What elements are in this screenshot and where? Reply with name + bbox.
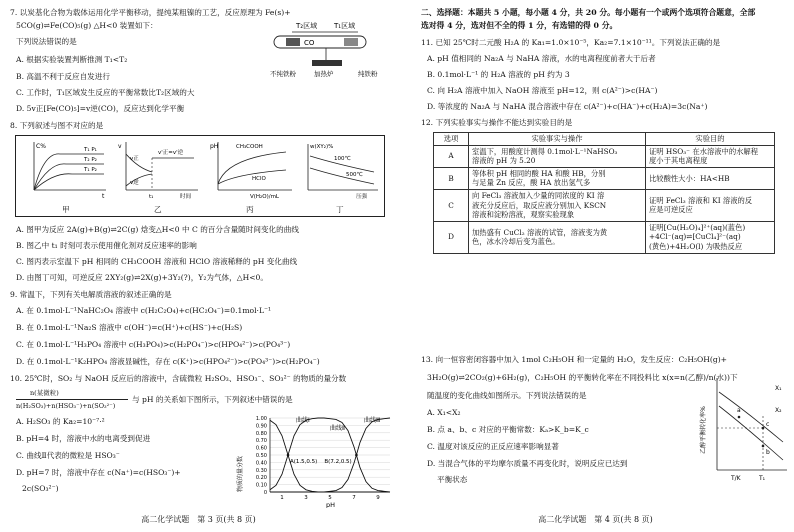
q7-option-a: A. 根据实验装置判断推测 T₁<T₂ <box>16 55 128 64</box>
q12-header-row <box>434 133 775 146</box>
curve-2-label: 曲线Ⅱ <box>330 425 345 432</box>
y-tick-label: 0.10 <box>255 482 267 489</box>
bing-bottom-label: HClO <box>252 176 266 182</box>
t2-zone-label: T₂区域 <box>296 22 318 30</box>
bing-top-label: CH₃COOH <box>236 144 263 150</box>
cell-line: 证明 FeCl₃ 溶液和 KI 溶液的反 <box>649 195 753 205</box>
y-tick-label: 0.40 <box>255 460 267 467</box>
q7-stem-2: 5CO(g)⇌Fe(CO)₅(g) △H<0 装置如下： <box>16 21 158 30</box>
y-tick-label: 0 <box>263 490 267 496</box>
q8-option-a: A. 图甲为反应 2A(g)+B(g)⇌2C(g) 焓变△H<0 中 C 的百分含量随时间变化的曲线 <box>16 225 299 234</box>
panel-ding-chart <box>296 138 382 202</box>
x2-label: X₂ <box>775 407 782 414</box>
q12-header-operation: 实验事实与操作 <box>469 133 646 146</box>
point-b-coord: (7.2,0.5) <box>328 459 352 465</box>
q10-option-b: B. pH=4 时，溶液中水的电离受到促进 <box>16 434 151 443</box>
table-row <box>434 221 775 253</box>
y-tick-label: 0.70 <box>255 438 267 445</box>
y-tick-label: 0.80 <box>255 430 267 437</box>
q13-ylabel: 乙醇平衡转化率% <box>700 406 707 454</box>
panel-label-jia: 甲 <box>62 205 70 214</box>
q12-stem: 12. 下列实验事实与操作不能达到实验目的是 <box>421 118 573 127</box>
jia-curve-3: T₁ P₂ <box>84 167 97 173</box>
q7-stem-1: 7. 以炭基化合物为载体运用化学平衡移动，提纯某粗镍的工艺，反应原理为 Fe(s)+ <box>10 8 291 17</box>
x-tick-label: 7 <box>352 495 356 501</box>
jia-xlabel: t <box>102 193 105 200</box>
q7-option-b: B. 高温不利于反应自发进行 <box>16 72 110 81</box>
q13-option-d-cont: 平衡状态 <box>437 475 468 484</box>
yi-mark: v'正=v'逆 <box>158 150 184 156</box>
y-tick-label: 1.00 <box>255 416 267 422</box>
point-a-label <box>290 459 317 465</box>
row-option: B <box>434 167 469 189</box>
point-a-coord: (1.5,0.5) <box>293 459 318 465</box>
row-option: C <box>434 189 469 221</box>
right-page <box>397 0 794 532</box>
q13-stem-2: 3H₂O(g)⇌2CO₂(g)+6H₂(g)，C₂H₅OH 的平衡转化率在不同投料比 x(x=n(乙醇)/n(水))下 <box>427 373 738 382</box>
row-operation <box>469 221 646 253</box>
q8-option-b: B. 图乙中 t₁ 时刻可表示使用催化剂对反应速率的影响 <box>16 241 197 250</box>
q7-stem-3: 下列说法错误的是 <box>16 37 77 46</box>
row-aim <box>646 167 775 189</box>
q10-fraction-ph-chart <box>236 412 394 508</box>
row-option: D <box>434 221 469 253</box>
q10-stem-2: 与 pH 的关系如下图所示，下列叙述中错误的是 <box>132 395 293 404</box>
row-operation <box>469 167 646 189</box>
curve-1-label: 曲线Ⅰ <box>296 417 310 424</box>
table-row <box>434 145 775 167</box>
q12-table <box>433 132 775 254</box>
cell-line: 等体积 pH 相同的酸 HA 和酸 HB，分别 <box>472 168 606 178</box>
q10-fraction-bar <box>16 399 128 400</box>
cell-line: 色，冰水冷却后变为蓝色。 <box>472 237 560 247</box>
q13-stem-3: 随温度的变化曲线如图所示。下列说法错误的是 <box>427 391 587 400</box>
q9-option-b: B. 在 0.1mol·L⁻¹Na₂S 溶液中 c(OH⁻)=c(H⁺)+c(HS⁻)+c(H₂S) <box>16 323 243 332</box>
q10-option-a: A. H₂SO₃ 的 Ka₂=10⁻⁷·² <box>16 417 105 426</box>
panel-jia-chart <box>20 138 110 202</box>
jia-curve-1: T₁ P₁ <box>84 147 97 153</box>
t1-label: T₁ <box>759 475 766 482</box>
yi-forward: v正 <box>130 156 139 162</box>
yi-t1: t₁ <box>149 194 154 200</box>
q11-option-b: B. 0.1mol·L⁻¹ 的 H₂A 溶液的 pH 约为 3 <box>427 70 570 79</box>
q10-option-d-cont: 2c(SO₃²⁻) <box>22 484 59 493</box>
cell-line: 液充分反应后，取反应液分别加入 KSCN <box>472 200 607 210</box>
point-b-name: B <box>324 459 329 465</box>
point-b-label: b <box>766 449 770 456</box>
cell-line: 室温下，用酸度计测得 0.1mol·L⁻¹NaHSO₃ <box>472 146 618 156</box>
x2-curve <box>719 406 783 460</box>
cell-line: 溶液的 pH 为 5.20 <box>472 156 536 166</box>
ding-xlabel: 压强 <box>356 194 368 200</box>
cell-line: (黄色)+4H₂O(l) 为吸热反应 <box>649 241 743 251</box>
bing-ylabel: pH <box>210 143 219 150</box>
jia-ylabel: C% <box>36 143 46 150</box>
row-aim <box>646 221 775 253</box>
q10-stem-1: 10. 25℃时，SO₂ 与 NaOH 反应后的溶液中，含硫微粒 H₂SO₃、HSO₃⁻、SO₃²⁻ 的物质的量分数 <box>10 374 347 383</box>
co-label: CO <box>304 39 315 47</box>
x-tick-label: 9 <box>376 495 380 501</box>
crude-iron-label: 不纯铁粉 <box>270 70 296 78</box>
jia-curve-2: T₂ P₂ <box>84 157 97 163</box>
left-page-footer: 高二化学试题 第 3 页(共 8 页) <box>141 515 256 524</box>
q11-stem: 11. 已知 25℃时二元酸 H₂A 的 Ka₁=1.0×10⁻⁵，Ka₂=7.1×10⁻¹¹。下列说法正确的是 <box>421 38 721 47</box>
q8-stem: 8. 下列叙述与图不对应的是 <box>10 121 104 130</box>
yi-xlabel: 时间 <box>180 194 192 200</box>
crude-iron-powder <box>286 38 300 46</box>
q12-header-aim: 实验目的 <box>646 133 775 146</box>
panel-bing-chart <box>206 138 296 202</box>
q13-stem-1: 13. 向一恒容密闭容器中加入 1mol C₂H₅OH 和一定量的 H₂O，发生反应：C₂H₅OH(g)+ <box>421 355 728 364</box>
heater-label: 加热炉 <box>314 70 334 78</box>
row-aim <box>646 145 775 167</box>
x1-curve <box>719 392 783 442</box>
ding-curve-2: 500℃ <box>346 172 363 178</box>
q13-xlabel: T/K <box>731 475 741 482</box>
point-b-label <box>324 459 351 465</box>
cell-line: 证明 HSO₃⁻ 在水溶液中的水解程 <box>649 146 759 156</box>
right-page-footer: 高二化学试题 第 4 页(共 8 页) <box>538 515 653 524</box>
panel-label-yi: 乙 <box>154 205 162 214</box>
cell-line: 与足量 Zn 反应，酸 HA 放出氢气多 <box>472 178 591 188</box>
y-tick-label: 0.20 <box>255 475 267 482</box>
crossing-point-b <box>355 454 358 457</box>
q13-option-c: C. 温度对该反应的正反应速率影响显著 <box>427 442 559 451</box>
q10-fraction-numerator: n(某微粒) <box>30 389 59 397</box>
q7-apparatus-figure <box>266 10 394 82</box>
q10-option-c: C. 曲线Ⅱ代表的微粒是 HSO₃⁻ <box>16 451 120 460</box>
ding-curve-1: 100℃ <box>334 156 351 162</box>
q9-option-d: D. 在 0.1mol·L⁻¹K₂HPO₄ 溶液显碱性，存在 c(K⁺)>c(HPO₄²⁻)>c(PO₄³⁻)>c(H₂PO₄⁻) <box>16 357 320 366</box>
q10-xlabel: pH <box>326 501 336 508</box>
y-tick-label: 0.90 <box>255 423 267 430</box>
yi-reverse: v逆 <box>130 180 139 186</box>
pure-iron-powder <box>344 38 358 46</box>
x-tick-label: 3 <box>304 495 308 501</box>
table-row <box>434 189 775 221</box>
curve-3-label: 曲线Ⅲ <box>364 417 381 424</box>
q10-option-d: D. pH=7 时，溶液中存在 c(Na⁺)=c(HSO₃⁻)+ <box>16 468 181 477</box>
y-tick-label: 0.30 <box>255 467 267 474</box>
row-operation <box>469 145 646 167</box>
section-heading: 二、选择题：本题共 5 小题，每小题 4 分，共 20 分。每小题有一个或两个选项符合题意，全部 <box>421 8 756 17</box>
q9-option-c: C. 在 0.1mol·L⁻¹H₃PO₄ 溶液中 c(H₃PO₄)>c(H₂PO₄⁻)>c(HPO₄²⁻)>c(PO₄³⁻) <box>16 340 291 349</box>
y-tick-label: 0.50 <box>255 453 267 459</box>
q8-option-d: D. 由图丁可知，可逆反应 2XY₂(g)⇌2X(g)+3Y₂(?)，Y₂为气体，△H<0。 <box>16 273 268 282</box>
cell-line: 加热盛有 CuCl₂ 溶液的试管，溶液变为黄 <box>472 227 608 237</box>
y-tick-label: 0.60 <box>255 445 267 452</box>
q11-option-a: A. pH 值相同的 Na₂A 与 NaHA 溶液，水的电离程度前者大于后者 <box>427 54 656 63</box>
cell-line: 溶液和淀粉溶液，观察实验现象 <box>472 210 575 220</box>
q13-option-d: D. 当混合气体的平均摩尔质量不再变化时，说明反应已达到 <box>427 459 628 468</box>
panel-label-ding: 丁 <box>336 205 344 214</box>
x-tick-label: 5 <box>328 495 332 501</box>
q9-stem: 9. 常温下，下列有关电解质溶液的叙述正确的是 <box>10 290 172 299</box>
table-row <box>434 167 775 189</box>
q10-fraction-denominator: n(H₂SO₃)+n(HSO₃⁻)+n(SO₃²⁻) <box>16 402 116 410</box>
point-a-label: a <box>737 407 741 414</box>
cell-line: 证明[Cu(H₂O)₄]²⁺(aq)(蓝色) <box>649 222 746 232</box>
row-aim <box>646 189 775 221</box>
q7-option-c: C. 工作时，T₁区域发生反应的平衡常数比T₂区域的大 <box>16 88 195 97</box>
q8-option-c: C. 图丙表示室温下 pH 相同的 CH₃COOH 溶液和 HClO 溶液稀释的 pH 变化曲线 <box>16 257 298 266</box>
t1-zone-label: T₁区域 <box>334 22 356 30</box>
cell-line: 比较酸性大小：HA<HB <box>649 173 730 183</box>
panel-label-bing: 丙 <box>246 205 254 214</box>
pure-iron-label: 纯铁粉 <box>358 70 378 78</box>
point-c-label: c <box>766 421 770 428</box>
yi-ylabel: v <box>118 143 122 150</box>
q9-option-a: A. 在 0.1mol·L⁻¹NaHC₂O₄ 溶液中 c(H₂C₂O₄)+c(HC₂O₄⁻)=0.1mol·L⁻¹ <box>16 306 272 315</box>
x1-label: X₁ <box>775 385 782 392</box>
crossing-point-a <box>287 454 290 457</box>
cell-line: 应是可逆反应 <box>649 205 693 215</box>
cell-line: +4Cl⁻(aq)⇌[CuCl₄]²⁻(aq) <box>649 232 741 242</box>
heater-icon <box>312 60 342 66</box>
cell-line: 向 FeCl₃ 溶液加入少量的同浓度的 KI 溶 <box>472 190 605 200</box>
q10-ylabel: 物质的量分数 <box>237 455 244 493</box>
x-tick-label: 1 <box>280 495 284 501</box>
q12-header-option: 选项 <box>434 133 469 146</box>
bing-xlabel: V(H₂O)/mL <box>250 194 279 200</box>
q13-conversion-chart <box>697 372 791 490</box>
row-option: A <box>434 145 469 167</box>
q11-option-c: C. 向 H₂A 溶液中加入 NaOH 溶液至 pH=12，则 c(A²⁻)>c(HA⁻) <box>427 86 658 95</box>
cell-line: 度小于其电离程度 <box>649 156 708 166</box>
q13-option-a: A. X₁<X₂ <box>427 408 461 417</box>
point-a-name: A <box>290 459 294 465</box>
q7-option-d: D. 5v正[Fe(CO)₅]=v逆(CO)，反应达到化学平衡 <box>16 104 185 113</box>
q11-option-d: D. 等浓度的 Na₂A 与 NaHA 混合溶液中存在 c(A²⁻)+c(HA⁻)+c(H₂A)=3c(Na⁺) <box>427 102 708 111</box>
row-operation <box>469 189 646 221</box>
ding-ylabel: w(XY₂)% <box>310 144 334 150</box>
q13-option-b: B. 点 a、b、c 对应的平衡常数：Kₐ>K_b=K_c <box>427 425 589 434</box>
panel-yi-chart <box>114 138 204 202</box>
section-heading-2: 选对得 4 分，选对但不全的得 1 分，有选错的得 0 分。 <box>421 21 618 30</box>
